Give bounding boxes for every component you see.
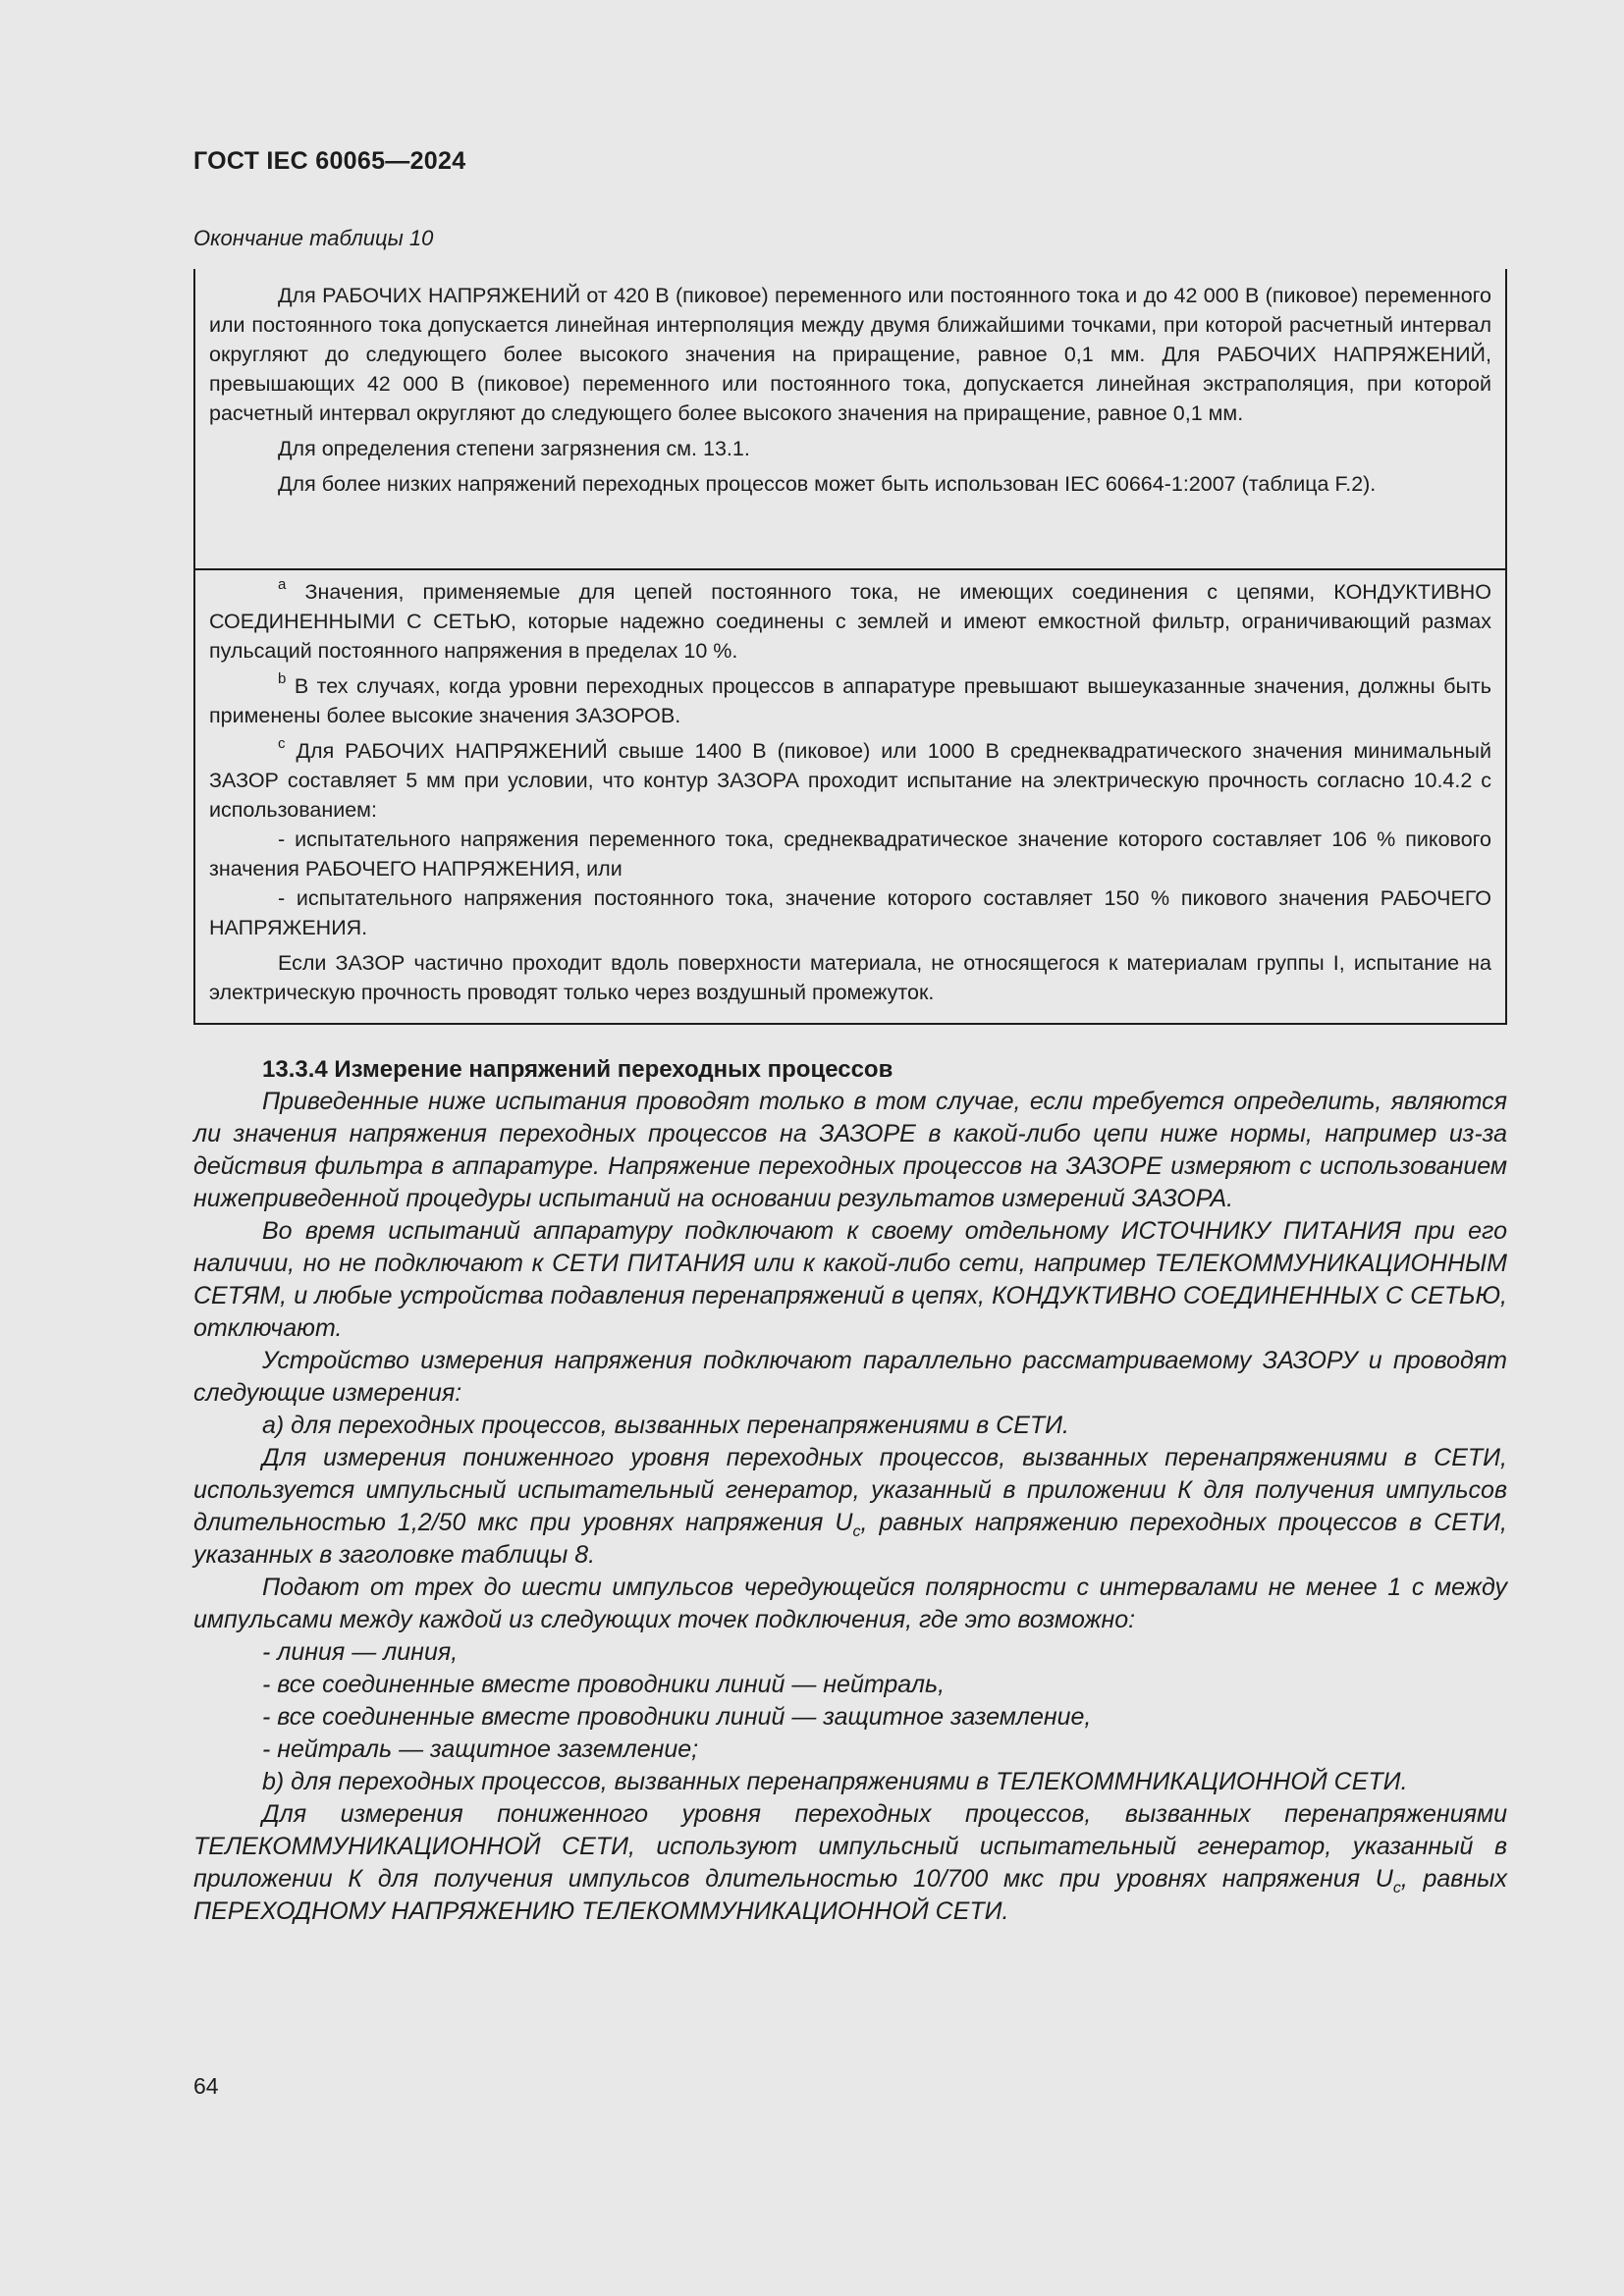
table-continuation bbox=[193, 269, 1507, 1025]
telecom-generator-text-end: , равных ПЕРЕХОДНОМУ НАПРЯЖЕНИЮ ТЕЛЕКОММУНИКАЦИОННОЙ СЕТИ. bbox=[193, 1865, 1508, 1925]
connection-line-line: - линия — линия, bbox=[262, 1638, 459, 1666]
footnote-a-mark: a bbox=[278, 575, 287, 593]
footnote-a-text: Значения, применяемые для цепей постоянного тока, не имеющих соединения с цепями, КОНДУКТИВНО СОЕДИНЕННЫМИ С СЕТЬЮ, которые надежно соединены с землей и имеют емкостной фильтр, ограничивающий размах пульсаций постоянного напряжения в пределах 10 %. bbox=[209, 580, 1491, 663]
table-footnotes-cell bbox=[209, 577, 1491, 1007]
paragraph-impulses: Подают от трех до шести импульсов чередующейся полярности с интервалами не менее 1 с между импульсами между каждой из следующих точек подключения, где это возможно: bbox=[193, 1574, 1507, 1633]
section-body bbox=[193, 1086, 1507, 1928]
connection-neutral-earth: - нейтраль — защитное заземление; bbox=[262, 1735, 699, 1763]
footnote-a bbox=[209, 577, 1491, 666]
footnote-b bbox=[209, 671, 1491, 730]
footnote-b-mark: b bbox=[278, 669, 287, 687]
table-divider bbox=[195, 568, 1505, 570]
page-number: 64 bbox=[193, 2073, 219, 2099]
mains-generator-text-end: , равных напряжению переходных процессов в СЕТИ, указанных в заголовке таблицы 8. bbox=[193, 1509, 1507, 1569]
footnote-c-tail: Если ЗАЗОР частично проходит вдоль поверхности материала, не относящегося к материалам группы I, испытание на электрическую прочность проводят только через воздушный промежуток. bbox=[209, 951, 1491, 1004]
paragraph-purpose: Приведенные ниже испытания проводят только в том случае, если требуется определить, являются ли значения напряжения переходных процессов на ЗАЗОРЕ в какой-либо цепи ниже нормы, например из-за действия фильтра в аппаратуре. Напряжение переходных процессов на ЗАЗОРЕ измеряют с использованием нижеприведенной процедуры испытаний на основании результатов измерений ЗАЗОРА. bbox=[193, 1088, 1507, 1212]
paragraph-telecom-generator bbox=[193, 1798, 1507, 1928]
document-header: ГОСТ IEC 60065—2024 bbox=[193, 147, 466, 175]
paragraph-setup: Во время испытаний аппаратуру подключают к своему отдельному ИСТОЧНИКУ ПИТАНИЯ при его наличии, но не подключают к СЕТИ ПИТАНИЯ или к какой-либо сети, например ТЕЛЕКОММУНИКАЦИОННЫМ СЕТЯМ, и любые устройства подавления перенапряжений в цепях, КОНДУКТИВНО СОЕДИНЕННЫХ С СЕТЬЮ, отключают. bbox=[193, 1217, 1507, 1342]
table-note-interpolation: Для РАБОЧИХ НАПРЯЖЕНИЙ от 420 В (пиковое) переменного или постоянного тока и до 42 000 В (пиковое) переменного или постоянного тока допускается линейная интерполяция между двумя ближайшими точками, при которой расчетный интервал округляют до следующего более высокого значения на приращение, равное 0,1 мм. Для РАБОЧИХ НАПРЯЖЕНИЙ, превышающих 42 000 В (пиковое) переменного или постоянного тока, допускается линейная экстраполяция, при которой расчетный интервал округляют до следующего более высокого значения на приращение, равное 0,1 мм. bbox=[209, 284, 1491, 425]
footnote-c bbox=[209, 736, 1491, 825]
connection-lines-earth: - все соединенные вместе проводники линий — защитное заземление, bbox=[262, 1703, 1092, 1731]
footnote-c-item-dc: - испытательного напряжения постоянного тока, значение которого составляет 150 % пикового значения РАБОЧЕГО НАПРЯЖЕНИЯ. bbox=[209, 886, 1491, 939]
telecom-generator-subscript: c bbox=[1392, 1880, 1401, 1896]
mains-generator-subscript: c bbox=[852, 1523, 861, 1540]
paragraph-mains-generator bbox=[193, 1442, 1507, 1572]
item-a-mains: a) для переходных процессов, вызванных перенапряжениями в СЕТИ. bbox=[262, 1412, 1069, 1439]
table-note-low-voltage: Для более низких напряжений переходных процессов может быть использован IEC 60664-1:2007 (таблица F.2). bbox=[278, 472, 1377, 496]
connection-lines-neutral: - все соединенные вместе проводники линий — нейтраль, bbox=[262, 1671, 946, 1698]
table-notes-cell bbox=[209, 281, 1491, 499]
footnote-c-text: Для РАБОЧИХ НАПРЯЖЕНИЙ свыше 1400 В (пиковое) или 1000 В среднеквадратического значения минимальный ЗАЗОР составляет 5 мм при условии, что контур ЗАЗОРА проходит испытание на электрическую прочность согласно 10.4.2 с использованием: bbox=[209, 739, 1491, 822]
footnote-b-text: В тех случаях, когда уровни переходных процессов в аппаратуре превышают вышеуказанные значения, должны быть применены более высокие значения ЗАЗОРОВ. bbox=[209, 674, 1491, 727]
paragraph-measurement: Устройство измерения напряжения подключают параллельно рассматриваемому ЗАЗОРУ и проводят следующие измерения: bbox=[193, 1347, 1507, 1407]
table-note-pollution: Для определения степени загрязнения см. 13.1. bbox=[278, 437, 750, 460]
footnote-c-mark: c bbox=[278, 734, 286, 752]
footnote-c-item-ac: - испытательного напряжения переменного тока, среднеквадратическое значение которого составляет 106 % пикового значения РАБОЧЕГО НАПРЯЖЕНИЯ, или bbox=[209, 828, 1491, 881]
table-caption: Окончание таблицы 10 bbox=[193, 226, 434, 250]
section-heading: 13.3.4 Измерение напряжений переходных процессов bbox=[262, 1056, 893, 1083]
mains-generator-text: Для измерения пониженного уровня переходных процессов, вызванных перенапряжениями в СЕТИ, используется импульсный испытательный генератор, указанный в приложении К для получения импульсов длительностью 1,2/50 мкс при уровнях напряжения U bbox=[193, 1444, 1507, 1536]
item-b-telecom: b) для переходных процессов, вызванных перенапряжениями в ТЕЛЕКОММНИКАЦИОННОЙ СЕТИ. bbox=[262, 1768, 1408, 1795]
telecom-generator-text: Для измерения пониженного уровня переходных процессов, вызванных перенапряжениями ТЕЛЕКОММУНИКАЦИОННОЙ СЕТИ, используют импульсный испытательный генератор, указанный в приложении К для получения импульсов длительностью 10/700 мкс при уровнях напряжения U bbox=[193, 1800, 1507, 1893]
